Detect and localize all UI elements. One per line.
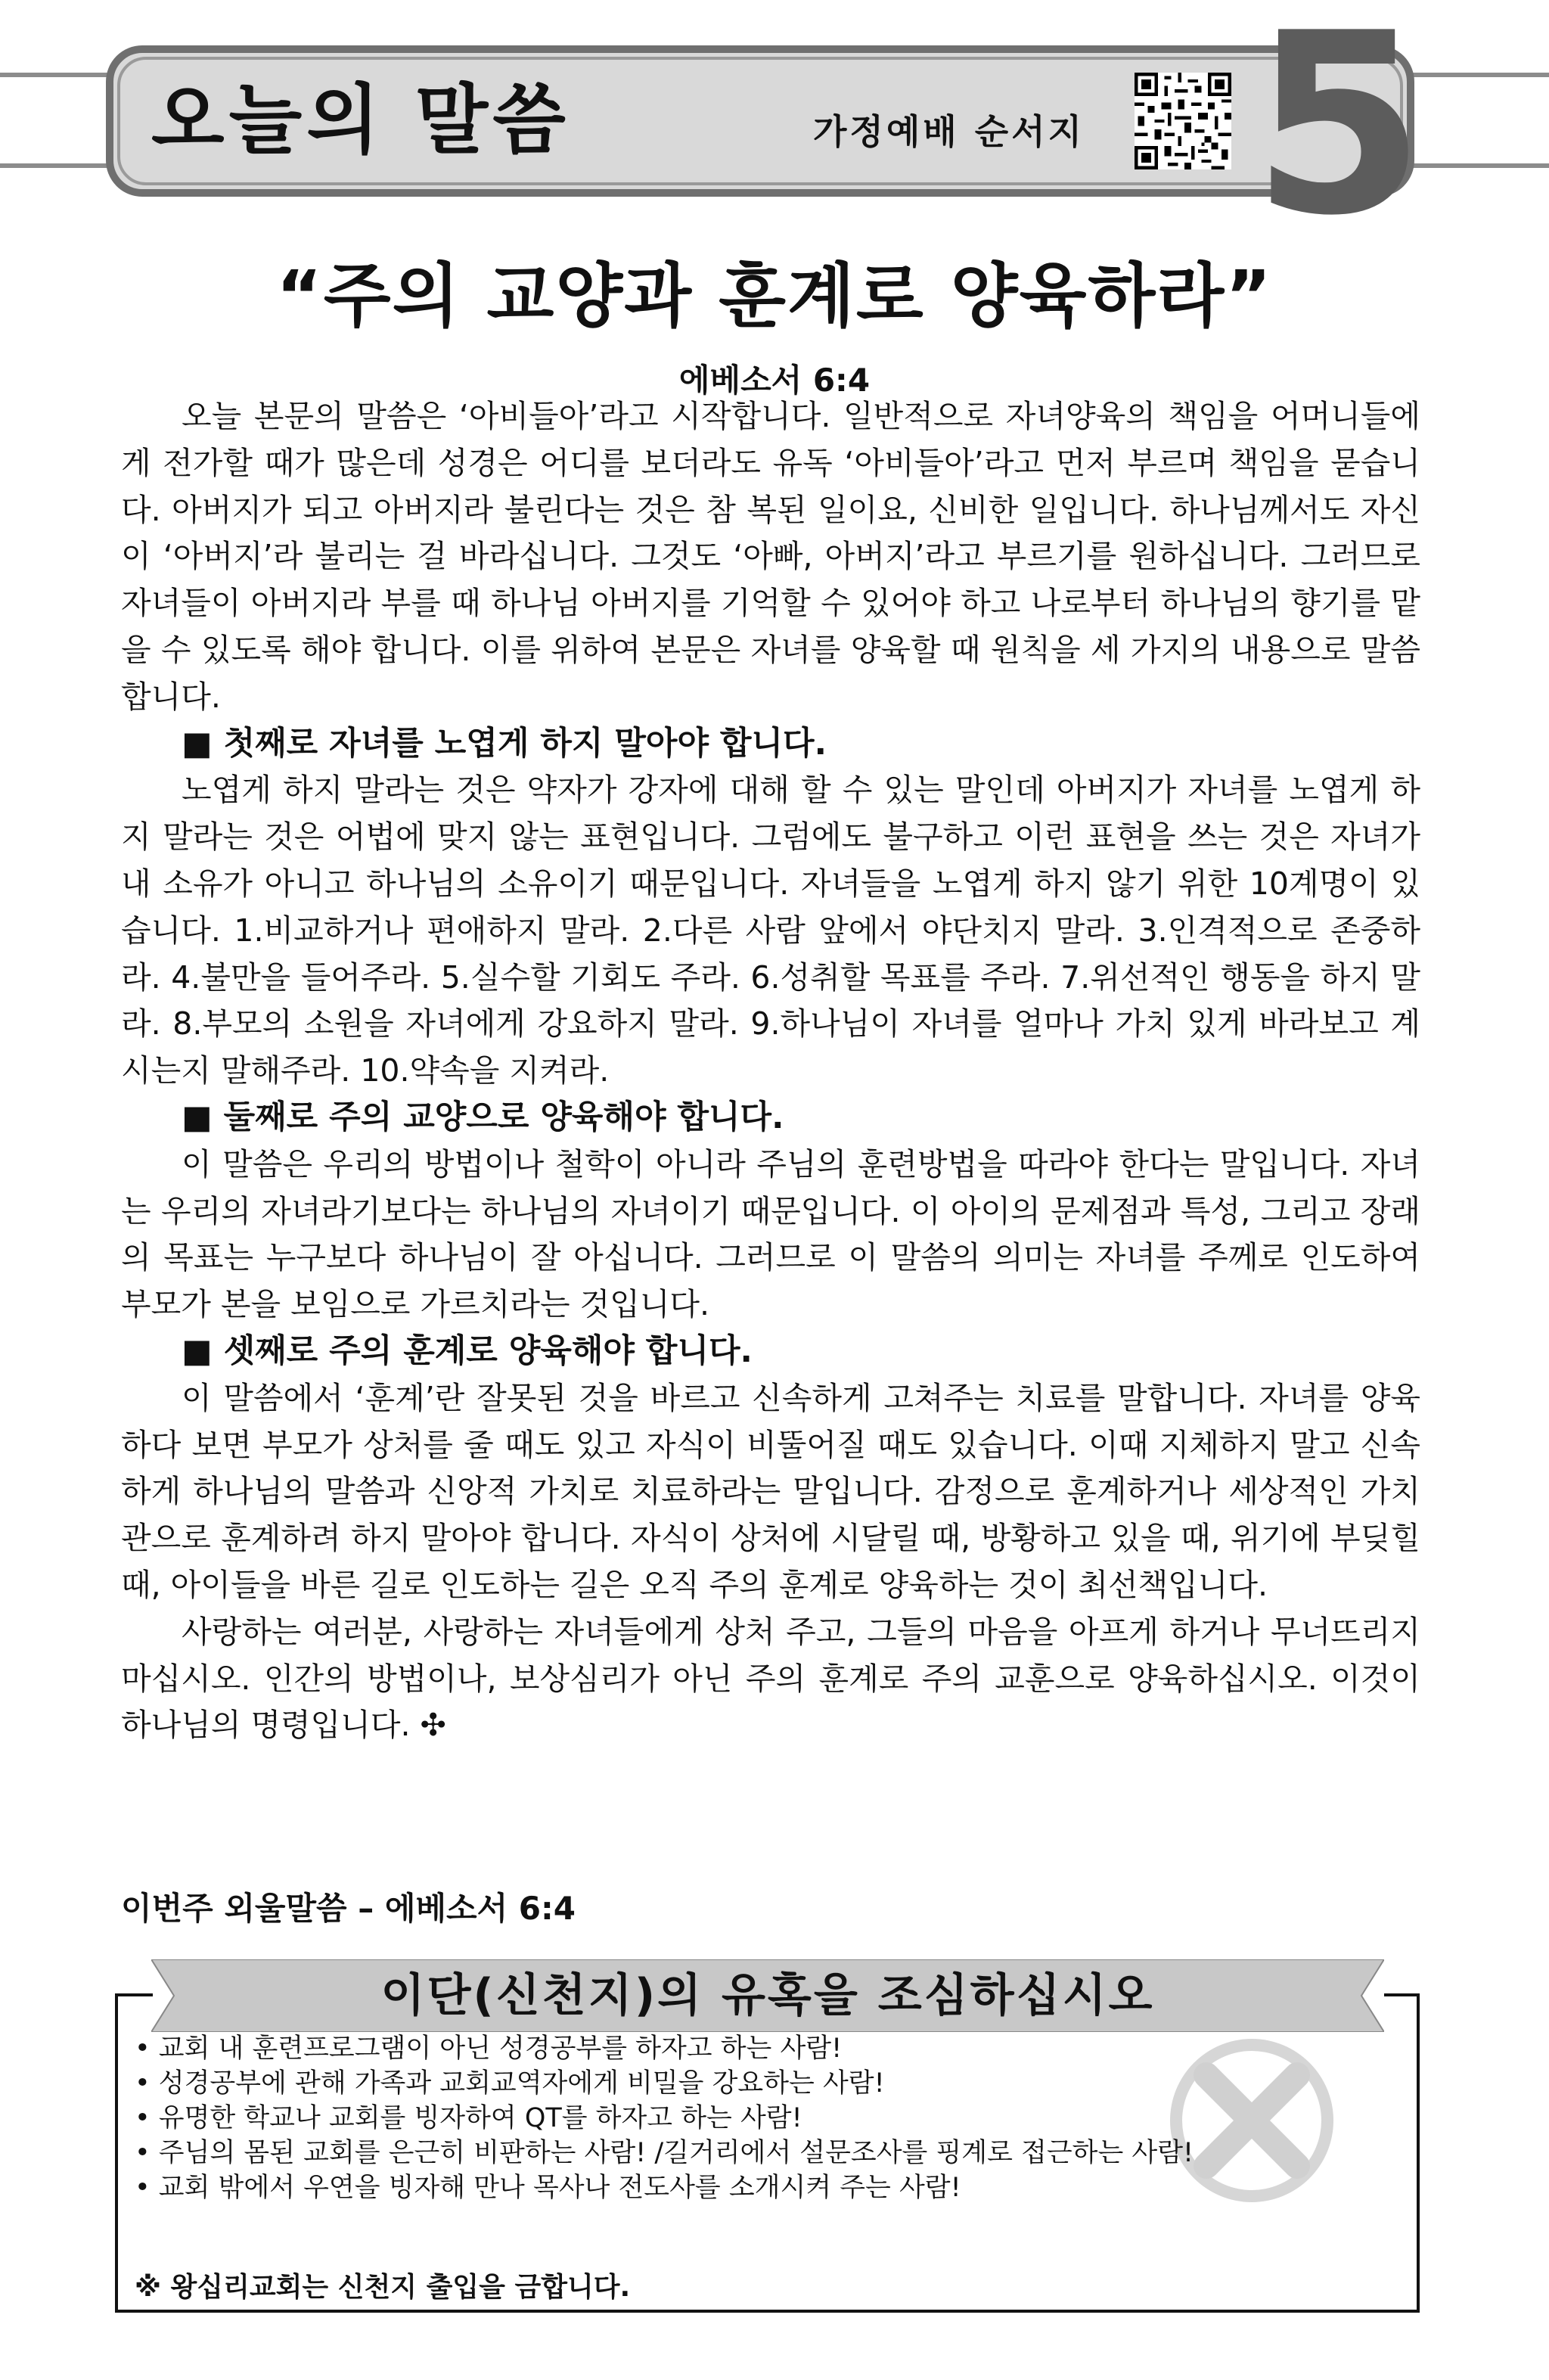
warning-box-top-right — [1384, 1993, 1420, 1996]
paragraph: 이 말씀은 우리의 방법이나 철학이 아니라 주님의 훈련방법을 따라야 한다는 말입니다. 자녀는 우리의 자녀라기보다는 하나님의 자녀이기 때문입니다. 이 아이의 문제점과 특성, 그리고 장래의 목표는 누구보다 하나님이 잘 아십니다. 그러므로 이 말씀의 의미는 자녀를 주께로 인도하여 부모가 본을 보임으로 가르치라는 것입니다. — [121, 1145, 1420, 1323]
section-heading: ■ 둘째로 주의 교양으로 양육해야 합니다. — [182, 1098, 784, 1136]
weekly-memory-verse: 이번주 외울말씀 – 에베소서 6:4 — [121, 1890, 576, 1927]
warning-item: • 교회 내 훈련프로그램이 아닌 성경공부를 하자고 하는 사람! — [135, 2031, 1390, 2066]
page-title: 오늘의 말씀 — [151, 76, 570, 164]
section-heading: ■ 셋째로 주의 훈계로 양육해야 합니다. — [182, 1331, 753, 1370]
paragraph: 이 말씀에서 ‘훈계’란 잘못된 것을 바르고 신속하게 고쳐주는 치료를 말합니다. 자녀를 양육하다 보면 부모가 상처를 줄 때도 있고 자식이 비뚤어질 때도 있습니다. 이때 지체하지 말고 신속하게 하나님의 말씀과 신앙적 가치로 치료하라는 말입니다. 감정으로 훈계하거나 세상적인 가치관으로 훈계하려 하지 말아야 합니다. 자식이 상처에 시달릴 때, 방황하고 있을 때, 위기에 부딪힐 때, 아이들을 바른 길로 인도하는 길은 오직 주의 훈계로 양육하는 것이 최선책입니다. — [121, 1379, 1420, 1603]
section-heading: ■ 첫째로 자녀를 노엽게 하지 말아야 합니다. — [182, 724, 827, 763]
qr-code-icon — [1135, 68, 1231, 174]
sermon-body — [121, 393, 1420, 1749]
paragraph: 노엽게 하지 말라는 것은 약자가 강자에 대해 할 수 있는 말인데 아버지가 자녀를 노엽게 하지 말라는 것은 어법에 맞지 않는 표현입니다. 그럼에도 불구하고 이런 표현을 쓰는 것은 자녀가 내 소유가 아니고 하나님의 소유이기 때문입니다. 자녀들을 노엽게 하지 않기 위한 10계명이 있습니다. 1.비교하거나 편애하지 말라. 2.다른 사람 앞에서 야단치지 말라. 3.인격적으로 존중하라. 4.불만을 들어주라. 5.실수할 기회도 주라. 6.성취할 목표를 주라. 7.위선적인 행동을 하지 말라. 8.부모의 소원을 자녀에게 강요하지 말라. 9.하나님이 자녀를 얼마나 가치 있게 바라보고 계시는지 말해주라. 10.약속을 지켜라. — [121, 772, 1420, 1089]
warning-title: 이단(신천지)의 유혹을 조심하십시오 — [380, 1969, 1155, 2022]
page-subtitle: 가정예배 순서지 — [813, 111, 1085, 152]
warning-item: • 성경공부에 관해 가족과 교회교역자에게 비밀을 강요하는 사람! — [135, 2066, 1390, 2101]
warning-item: • 유명한 학교나 교회를 빙자하여 QT를 하자고 하는 사람! — [135, 2101, 1390, 2136]
paragraph: 오늘 본문의 말씀은 ‘아비들아’라고 시작합니다. 일반적으로 자녀양육의 책임을 어머니들에게 전가할 때가 많은데 성경은 어디를 보더라도 유독 ‘아비들아’라고 먼저 부르며 책임을 묻습니다. 아버지가 되고 아버지라 불린다는 것은 참 복된 일이요, 신비한 일입니다. 하나님께서도 자신이 ‘아버지’라 불리는 걸 바라십니다. 그것도 ‘아빠, 아버지’라고 부르기를 원하십니다. 그러므로 자녀들이 아버지라 부를 때 하나님 아버지를 기억할 수 있어야 하고 나로부터 하나님의 향기를 맡을 수 있도록 해야 합니다. 이를 위하여 본문은 자녀를 양육할 때 원칙을 세 가지의 내용으로 말씀합니다. — [121, 398, 1420, 715]
sermon-title: “주의 교양과 훈계로 양육하라” — [276, 256, 1273, 337]
warning-list — [135, 2031, 1390, 2205]
warning-box-top-left — [115, 1993, 153, 1996]
warning-item: • 교회 밖에서 우연을 빙자해 만나 목사나 전도사를 소개시켜 주는 사람! — [135, 2170, 1390, 2205]
warning-item: • 주님의 몸된 교회를 은근히 비판하는 사람! /길거리에서 설문조사를 핑계로 접근하는 사람! — [135, 2136, 1390, 2170]
scripture-reference: 에베소서 6:4 — [678, 362, 871, 399]
issue-number: 5 — [1252, 0, 1426, 270]
paragraph: 사랑하는 여러분, 사랑하는 자녀들에게 상처 주고, 그들의 마음을 아프게 하거나 무너뜨리지 마십시오. 인간의 방법이나, 보상심리가 아닌 주의 훈계로 주의 교훈으로 양육하십시오. 이것이 하나님의 명령입니다. ✣ — [121, 1613, 1420, 1744]
warning-note: ※ 왕십리교회는 신천지 출입을 금합니다. — [135, 2272, 631, 2303]
